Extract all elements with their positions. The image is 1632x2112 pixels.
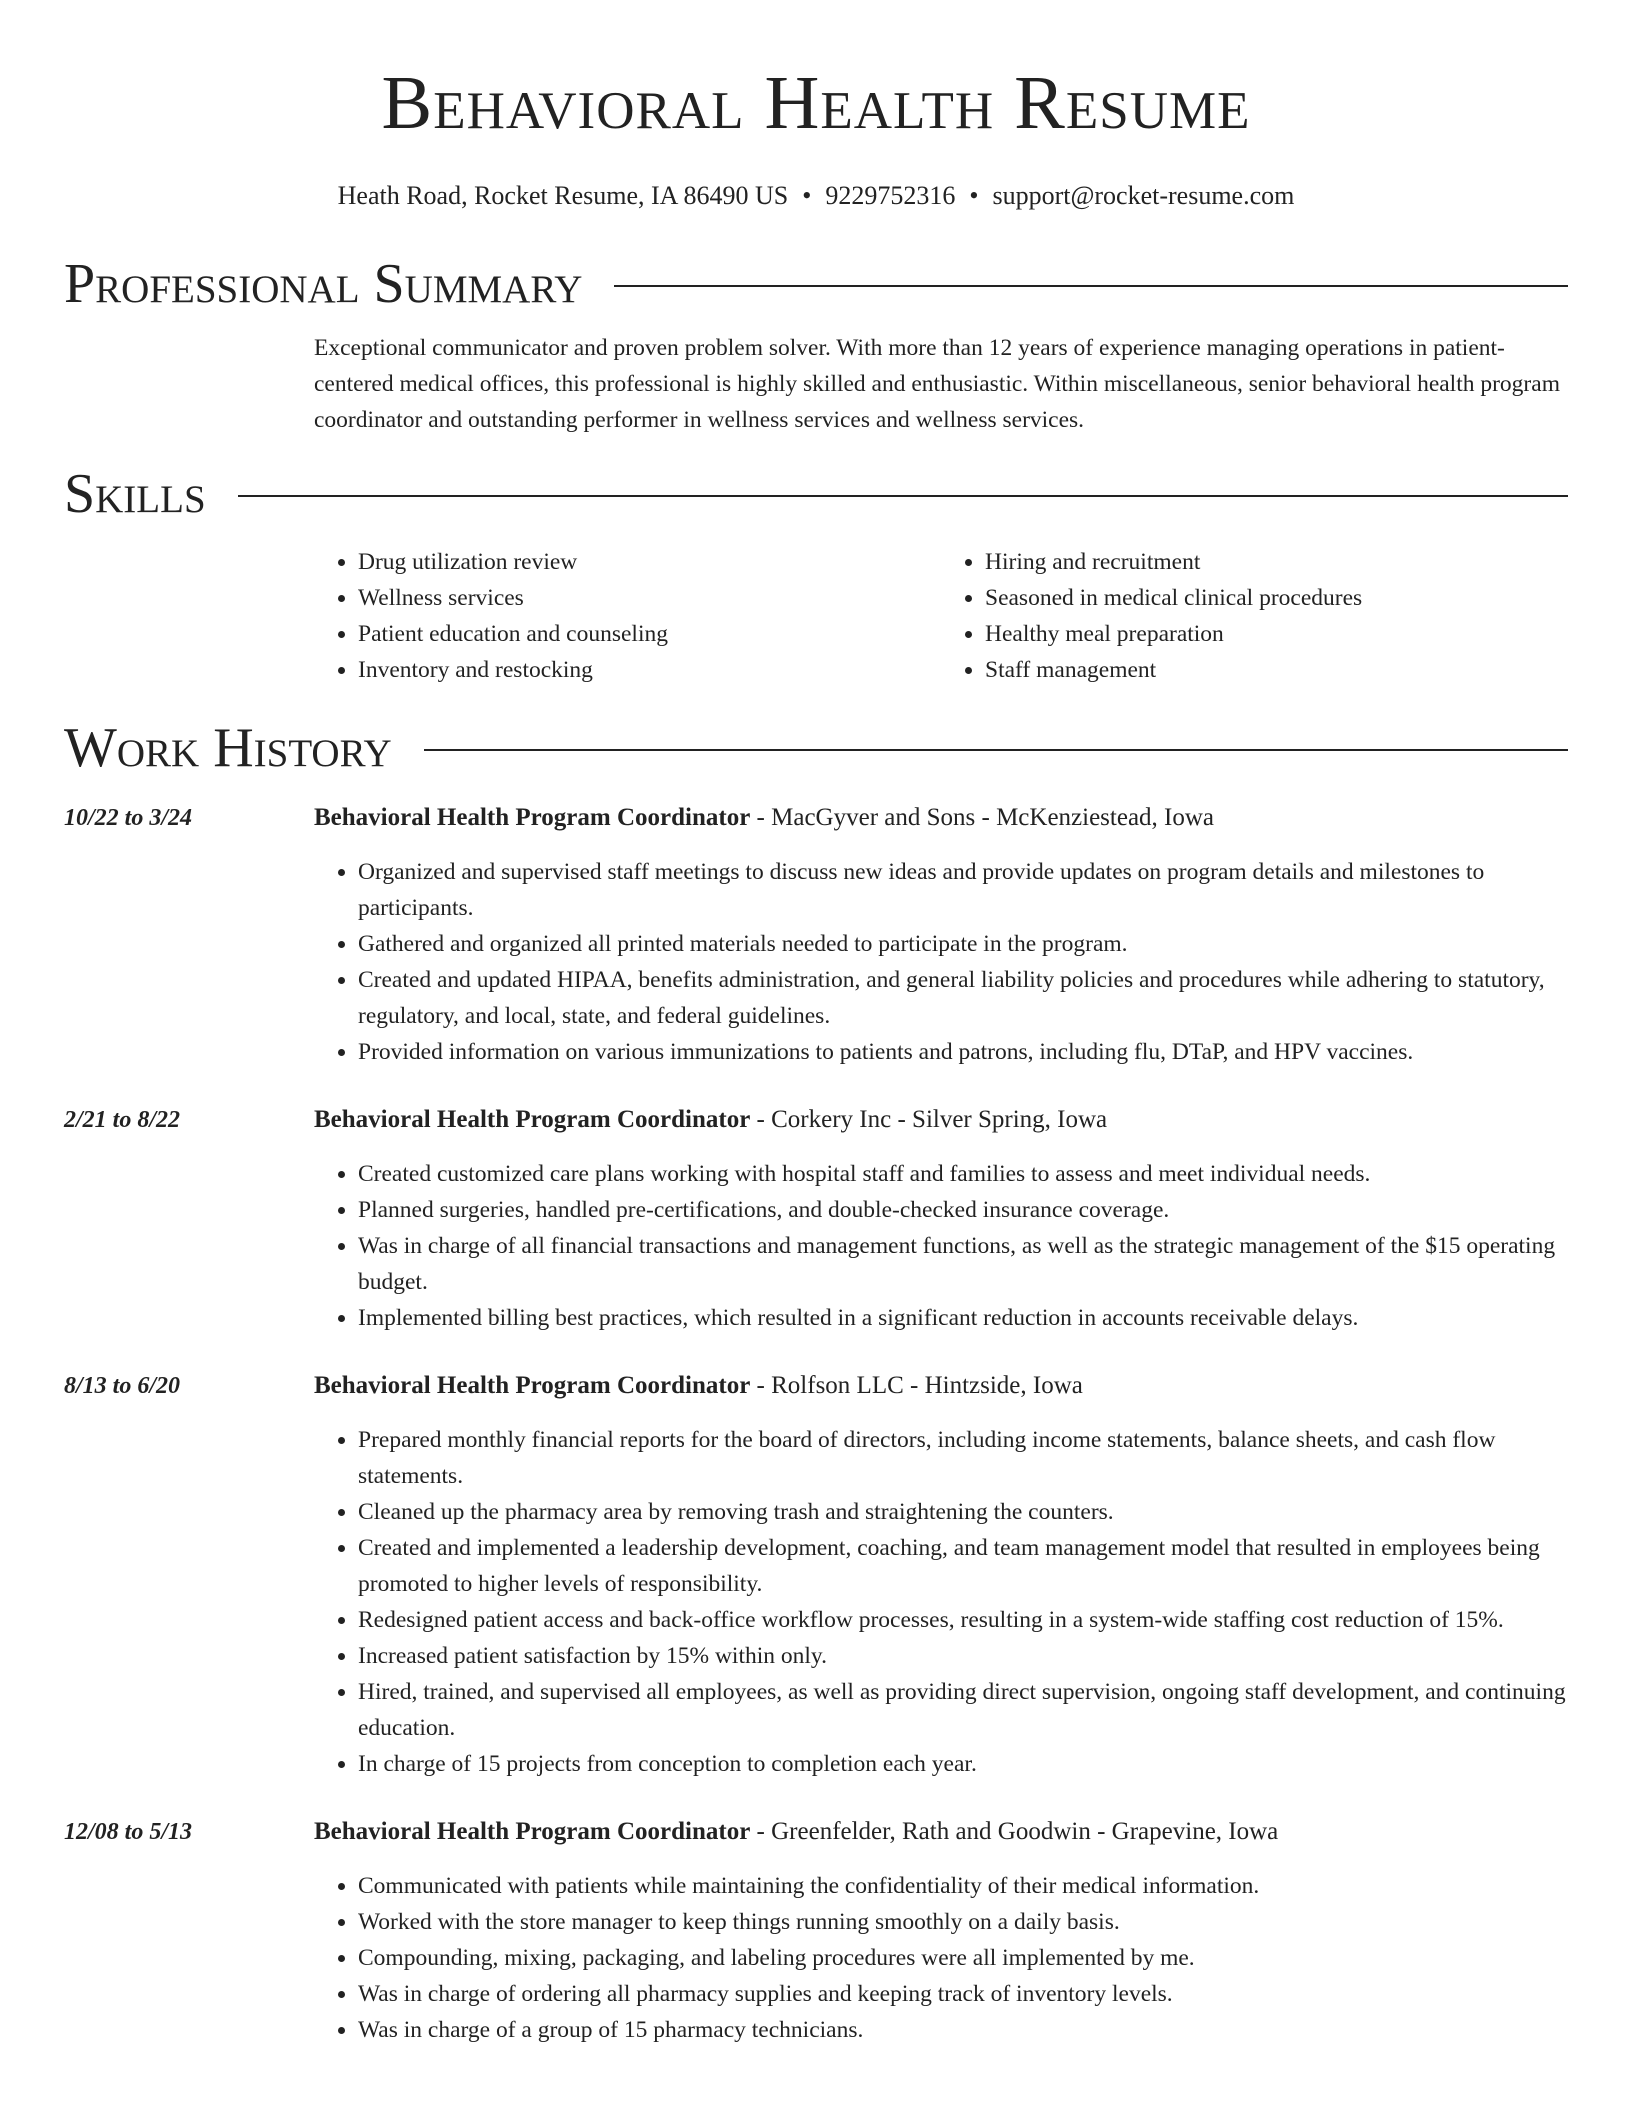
skill-item: • Healthy meal preparation xyxy=(985,616,1568,652)
job-dates: 8/13 to 6/20 xyxy=(64,1373,181,1399)
job-bullet: • Planned surgeries, handled pre-certifications, and double-checked insurance coverage. xyxy=(358,1192,1568,1228)
summary-heading: Professional Summary xyxy=(64,253,583,315)
job-bullet: • Cleaned up the pharmacy area by removing trash and straightening the counters. xyxy=(358,1494,1568,1530)
skill-item: • Drug utilization review xyxy=(358,544,941,580)
job-bullet: • Organized and supervised staff meetings to discuss new ideas and provide updates on program details and milestones to participants. xyxy=(358,854,1568,926)
job-title-line xyxy=(314,1102,1568,1138)
skill-item: • Wellness services xyxy=(358,580,941,616)
job-bullet: • Gathered and organized all printed materials needed to participate in the program. xyxy=(358,926,1568,962)
work-heading: Work History xyxy=(64,717,392,779)
skill-item: • Seasoned in medical clinical procedures xyxy=(985,580,1568,616)
resume-page xyxy=(64,0,1568,2048)
section-divider xyxy=(424,749,1568,751)
job-bullet: • Was in charge of ordering all pharmacy supplies and keeping track of inventory levels. xyxy=(358,1976,1568,2012)
job-bullet: • Hired, trained, and supervised all employees, as well as providing direct supervision, ongoing staff development, and continuing education. xyxy=(358,1674,1568,1746)
skills-column-right xyxy=(941,544,1568,688)
job-bullet: • Created and implemented a leadership development, coaching, and team management model that resulted in employees being promoted to higher levels of responsibility. xyxy=(358,1530,1568,1602)
job-bullet: • Implemented billing best practices, which resulted in a significant reduction in accounts receivable delays. xyxy=(358,1300,1568,1336)
section-divider xyxy=(238,495,1568,497)
skills-section-header xyxy=(64,460,1568,528)
job-title-line xyxy=(314,1368,1568,1404)
contact-email: support@rocket-resume.com xyxy=(992,181,1295,210)
job-bullet: • Worked with the store manager to keep things running smoothly on a daily basis. xyxy=(358,1904,1568,1940)
job-bullet: • Was in charge of a group of 15 pharmacy technicians. xyxy=(358,2012,1568,2048)
job-entry xyxy=(64,800,1568,1070)
job-role: Behavioral Health Program Coordinator xyxy=(314,1106,751,1133)
contact-separator: • xyxy=(969,181,979,210)
job-dates: 12/08 to 5/13 xyxy=(64,1819,193,1845)
job-employer: - Corkery Inc - Silver Spring, Iowa xyxy=(750,1106,1108,1133)
job-body xyxy=(314,800,1568,1070)
job-bullet: • Created and updated HIPAA, benefits administration, and general liability policies and procedures while adhering to statutory, regulatory, and local, state, and federal guidelines. xyxy=(358,962,1568,1034)
skills-heading: Skills xyxy=(64,463,206,525)
job-role: Behavioral Health Program Coordinator xyxy=(314,1818,751,1845)
skill-item: • Hiring and recruitment xyxy=(985,544,1568,580)
job-bullets xyxy=(314,1156,1568,1336)
job-title-line xyxy=(314,800,1568,836)
job-bullet: • Redesigned patient access and back-office workflow processes, resulting in a system-wide staffing cost reduction of 15%. xyxy=(358,1602,1568,1638)
job-role: Behavioral Health Program Coordinator xyxy=(314,1372,751,1399)
job-body xyxy=(314,1368,1568,1782)
skills-list xyxy=(314,544,1568,688)
job-dates: 2/21 to 8/22 xyxy=(64,1107,181,1133)
job-employer: - MacGyver and Sons - McKenziestead, Iowa xyxy=(750,804,1215,831)
job-bullet: • Communicated with patients while maintaining the confidentiality of their medical information. xyxy=(358,1868,1568,1904)
job-title-line xyxy=(314,1814,1568,1850)
skill-item: • Patient education and counseling xyxy=(358,616,941,652)
job-employer: - Greenfelder, Rath and Goodwin - Grapevine, Iowa xyxy=(750,1818,1279,1845)
job-bullet: • Was in charge of all financial transactions and management functions, as well as the strategic management of the $15 operating budget. xyxy=(358,1228,1568,1300)
job-body xyxy=(314,1814,1568,2048)
job-employer: - Rolfson LLC - Hintzside, Iowa xyxy=(750,1372,1083,1399)
summary-text: Exceptional communicator and proven problem solver. With more than 12 years of experience managing operations in patient-centered medical offices, this professional is highly skilled and enthusiastic. Within miscellaneous, senior behavioral health program coordinator and outstanding performer in wellness services and wellness services. xyxy=(314,335,1560,433)
job-entry xyxy=(64,1368,1568,1782)
job-body xyxy=(314,1102,1568,1336)
job-bullet: • Provided information on various immunizations to patients and patrons, including flu, DTaP, and HPV vaccines. xyxy=(358,1034,1568,1070)
skills-column-left xyxy=(314,544,941,688)
job-dates: 10/22 to 3/24 xyxy=(64,805,193,831)
job-role: Behavioral Health Program Coordinator xyxy=(314,804,751,831)
job-entry xyxy=(64,1814,1568,2048)
contact-line xyxy=(64,178,1568,214)
job-bullets xyxy=(314,1868,1568,2048)
job-bullet: • Prepared monthly financial reports for the board of directors, including income statements, balance sheets, and cash flow statements. xyxy=(358,1422,1568,1494)
section-divider xyxy=(614,285,1568,287)
job-bullet: • In charge of 15 projects from conception to completion each year. xyxy=(358,1746,1568,1782)
contact-address: Heath Road, Rocket Resume, IA 86490 US xyxy=(337,181,789,210)
skill-item: • Staff management xyxy=(985,652,1568,688)
summary-section-header xyxy=(64,250,1568,318)
skill-item: • Inventory and restocking xyxy=(358,652,941,688)
job-bullets xyxy=(314,854,1568,1070)
job-bullet: • Increased patient satisfaction by 15% within only. xyxy=(358,1638,1568,1674)
contact-phone: 9229752316 xyxy=(825,181,956,210)
work-section-header xyxy=(64,714,1568,782)
job-entry xyxy=(64,1102,1568,1336)
job-bullets xyxy=(314,1422,1568,1782)
work-history-list xyxy=(64,800,1568,2048)
contact-separator: • xyxy=(802,181,812,210)
job-bullet: • Created customized care plans working with hospital staff and families to assess and meet individual needs. xyxy=(358,1156,1568,1192)
job-bullet: • Compounding, mixing, packaging, and labeling procedures were all implemented by me. xyxy=(358,1940,1568,1976)
resume-title: Behavioral Health Resume xyxy=(381,61,1251,145)
